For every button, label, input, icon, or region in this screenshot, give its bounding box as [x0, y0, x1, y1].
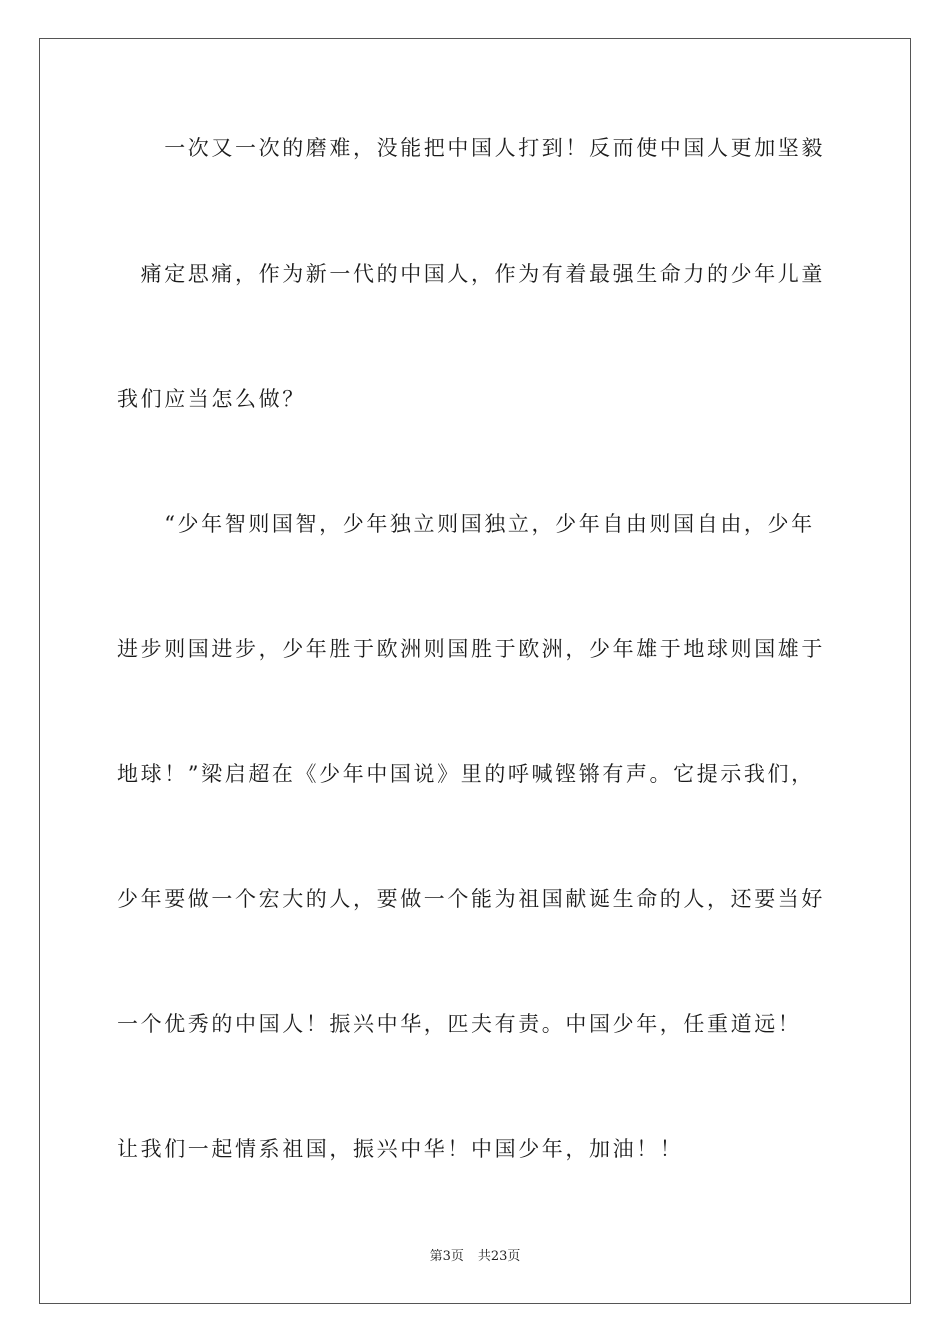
page-footer [0, 1248, 950, 1266]
paragraph-line: 一个优秀的中国人！振兴中华，匹夫有责。中国少年，任重道远！ [117, 1012, 802, 1036]
paragraph-line: 少年要做一个宏大的人，要做一个能为祖国献诞生命的人，还要当好 [117, 887, 825, 911]
paragraph-line: 我们应当怎么做？ [117, 387, 306, 411]
page-border [39, 38, 911, 1304]
paragraph-line: 一次又一次的磨难，没能把中国人打到！反而使中国人更加坚毅 [117, 136, 825, 160]
page-number: 第3页 [429, 1249, 464, 1264]
paragraph-line: “少年智则国智，少年独立则国独立，少年自由则国自由，少年 [117, 512, 815, 536]
paragraph-line: 痛定思痛，作为新一代的中国人，作为有着最强生命力的少年儿童 [117, 262, 825, 286]
paragraph-line: 地球！”梁启超在《少年中国说》里的呼喊铿锵有声。它提示我们， [117, 762, 815, 786]
paragraph-line: 进步则国进步，少年胜于欧洲则国胜于欧洲，少年雄于地球则国雄于 [117, 637, 825, 661]
paragraph-line: 让我们一起情系祖国，振兴中华！中国少年，加油！！ [117, 1137, 684, 1161]
total-pages: 共23页 [477, 1249, 521, 1264]
